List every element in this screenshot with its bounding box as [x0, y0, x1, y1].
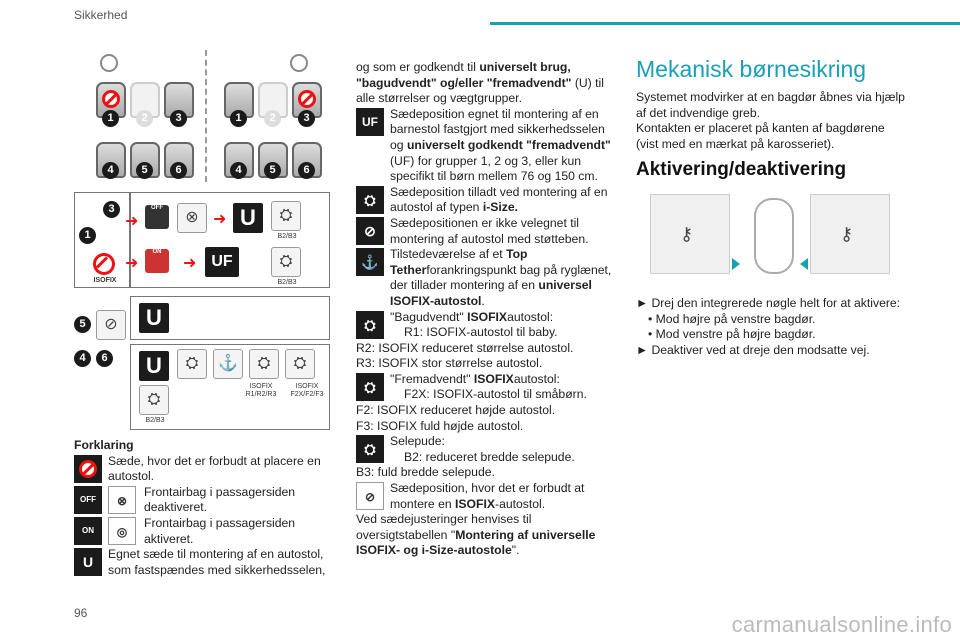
key-icon: ⚷	[680, 224, 694, 244]
car-top-view	[742, 194, 802, 274]
isize-icon: ⛭	[177, 349, 207, 379]
seat-number-badge: 4	[74, 350, 91, 367]
isize-icon: ⛭	[356, 186, 384, 214]
subsection-title: Aktivering/deaktivering	[636, 159, 847, 180]
top-tether-icon: ⚓	[213, 349, 243, 379]
airbag-on-icon: ON	[74, 517, 102, 545]
list-item: B2: reduceret bredde selepude.	[404, 449, 575, 464]
u-icon: U	[74, 548, 102, 576]
uf-icon: UF	[205, 247, 239, 277]
seat-number-badge: 3	[103, 201, 120, 218]
arrow-icon: ➜	[183, 255, 197, 272]
legend-item: ⛭ Sædeposition tilladt ved montering af en autostol af typen i-Size.	[356, 185, 618, 216]
legend-text: Egnet sæde til montering af en autostol, som fastspændes med sikkerhedsselen,	[108, 547, 326, 577]
list-item: F2: ISOFIX reduceret højde autostol.	[356, 403, 556, 418]
seat-number-badge: 4	[230, 162, 247, 179]
list-item: F2X: ISOFIX-autostol til småbørn.	[404, 387, 587, 402]
arrow-icon: ➜	[125, 255, 139, 272]
u-icon: U	[139, 351, 169, 381]
no-isofix-icon: ⊘	[96, 310, 126, 340]
pointer-left-icon	[800, 258, 808, 270]
seat-number-badge: 4	[102, 162, 119, 179]
steering-wheel-icon	[100, 54, 118, 72]
cushion-icon: ⛭	[356, 435, 384, 463]
seat-number-badge: 3	[170, 110, 187, 127]
legend-item	[74, 454, 330, 485]
airbag-off-icon	[145, 205, 169, 229]
seat-number-badge: 3	[298, 110, 315, 127]
legend-text: Frontairbag i passagersiden deaktiveret.	[144, 484, 296, 515]
seat-number-badge: 5	[74, 316, 91, 333]
legend-item: ⚓ Tilstedeværelse af et Top Tetherforankringspunkt bag på ryglænet, der tillader montering af en universel ISOFIX-autostol.	[356, 247, 618, 309]
seat-13-icon-panel	[74, 192, 130, 288]
b23-label: B2/B3	[145, 417, 165, 424]
u-description: og som er godkendt til universelt brug, "bagudvendt" og/eller "fremadvendt" (U) til alle størrelser og vægtgrupper.	[356, 60, 604, 106]
seat-number-badge: 5	[136, 162, 153, 179]
seat-number-badge: 6	[298, 162, 315, 179]
seat-number-badge: 6	[96, 350, 113, 367]
seat-number-badge: 2	[264, 110, 281, 127]
legend-section	[74, 438, 330, 578]
legend-text: Frontairbag i passagersiden aktiveret.	[144, 515, 296, 546]
right-intro	[636, 90, 906, 152]
u-icon: U	[139, 303, 169, 333]
on-label: ON	[152, 249, 162, 255]
seat-number-badge: 6	[170, 162, 187, 179]
instruction-step: ► Deaktiver ved at dreje den modsatte vej.	[636, 342, 870, 357]
prohibited-sign	[79, 460, 97, 478]
instructions	[636, 296, 906, 358]
seat-5-panel	[130, 296, 330, 340]
legend-item: ⊘ Sædeposition, hvor det er forbudt at montere en ISOFIX-autostol.	[356, 481, 618, 512]
steering-wheel-icon	[290, 54, 308, 72]
legend-heading: Forklaring	[74, 438, 134, 452]
prohibited-icon	[298, 90, 316, 108]
no-isofix-icon: ⊘	[356, 482, 384, 510]
cushion-icon: ⛭	[139, 385, 169, 415]
airbag-off-icon: OFF	[74, 486, 102, 514]
b23-label: B2/B3	[277, 233, 297, 240]
legend-item: ⛭ "Bagudvendt" ISOFIXautostol: R1: ISOFIX-autostol til baby.	[356, 310, 618, 341]
section-title: Mekanisk børnesikring	[636, 56, 867, 82]
page-number: 96	[74, 606, 88, 620]
isofix-label: ISOFIX	[93, 277, 117, 284]
top-tether-icon: ⚓	[356, 248, 384, 276]
reference-note: Ved sædejusteringer henvises til oversigtstabellen "Montering af universelle ISOFIX- og i-Size-autostole".	[356, 512, 596, 558]
child-lock-illustration	[650, 194, 896, 280]
instruction-bullet: • Mod højre på venstre bagdør.	[648, 311, 816, 326]
seat-number-badge: 1	[230, 110, 247, 127]
list-item: B3: fuld bredde selepude.	[356, 465, 495, 480]
isofix-r-label: ISOFIX R1/R2/R3	[245, 383, 277, 398]
section-header: Sikkerhed	[74, 8, 128, 22]
car-outline-icon	[754, 198, 794, 274]
b23-label: B2/B3	[277, 279, 297, 286]
legend-item: ⛭ Selepude: B2: reduceret bredde selepude.	[356, 434, 618, 465]
child-seat-airbag-icon: ⊗	[108, 486, 136, 514]
rear-isofix-icon: ⛭	[356, 311, 384, 339]
middle-column	[356, 60, 618, 559]
seat-number-badge: 5	[264, 162, 281, 179]
legend-item: ⛭ "Fremadvendt" ISOFIXautostol: F2X: ISOFIX-autostol til småbørn.	[356, 372, 618, 403]
legend-item	[74, 547, 330, 578]
rear-isofix-icon: ⛭	[249, 349, 279, 379]
list-item: R1: ISOFIX-autostol til baby.	[404, 325, 558, 340]
list-item: R3: ISOFIX stor størrelse autostol.	[356, 356, 543, 371]
instruction-step: ► Drej den integrerede nøgle helt for at aktivere:	[636, 296, 901, 310]
child-seat-icon: ⛭	[271, 247, 301, 277]
off-label: OFF	[151, 205, 163, 211]
instruction-bullet: • Mod venstre på højre bagdør.	[648, 327, 816, 342]
legend-item: UF Sædeposition egnet til montering af en barnestol fastgjort med sikkerhedsselen og universelt godkendt "fremadvendt" (UF) for grupper 1, 2 og 3, eller kun specifikt til børn mellem 76 og 150 cm.	[356, 107, 618, 185]
legend-item	[74, 485, 330, 516]
prohibited-icon	[74, 455, 102, 483]
airbag-icon: ◎	[108, 517, 136, 545]
front-isofix-icon: ⛭	[356, 373, 384, 401]
front-isofix-icon: ⛭	[285, 349, 315, 379]
seat-diagram	[74, 44, 330, 430]
intro-text: Systemet modvirker at en bagdør åbnes via hjælp af det indvendige greb.	[636, 90, 905, 120]
airbag-on-icon	[145, 249, 169, 273]
no-isofix-icon	[93, 253, 115, 275]
child-seat-icon: ⛭	[271, 201, 301, 231]
list-item: F3: ISOFIX fuld højde autostol.	[356, 418, 524, 433]
legend-text: Sæde, hvor det er forbudt at placere en autostol.	[108, 453, 321, 484]
support-leg-icon: ⊘	[356, 217, 384, 245]
seat-number-badge: 1	[79, 227, 96, 244]
arrow-icon: ➜	[125, 213, 139, 230]
seat-number-badge: 1	[102, 110, 119, 127]
legend-item	[74, 516, 330, 547]
isofix-f-label: ISOFIX F2X/F2/F3	[290, 383, 324, 398]
legend-item: ⊘ Sædepositionen er ikke velegnet til montering af autostol med støtteben.	[356, 216, 618, 247]
seat-46-panel	[130, 344, 330, 430]
key-icon: ⚷	[840, 224, 854, 244]
airbag-options-panel	[125, 192, 330, 288]
u-icon: U	[233, 203, 263, 233]
arrow-icon: ➜	[213, 211, 227, 228]
pointer-right-icon	[732, 258, 740, 270]
watermark: carmanualsonline.info	[731, 612, 952, 637]
list-item: R2: ISOFIX reduceret størrelse autostol.	[356, 340, 574, 355]
child-seat-airbag-icon: ⊗	[177, 203, 207, 233]
prohibited-icon	[102, 90, 120, 108]
uf-icon: UF	[356, 108, 384, 136]
header-rule	[490, 22, 960, 25]
diagram-separator	[205, 50, 207, 182]
seat-number-badge: 2	[136, 110, 153, 127]
intro-text-2: Kontakten er placeret på kanten af bagdørene (vist med en mærkat på karosseriet).	[636, 121, 885, 151]
